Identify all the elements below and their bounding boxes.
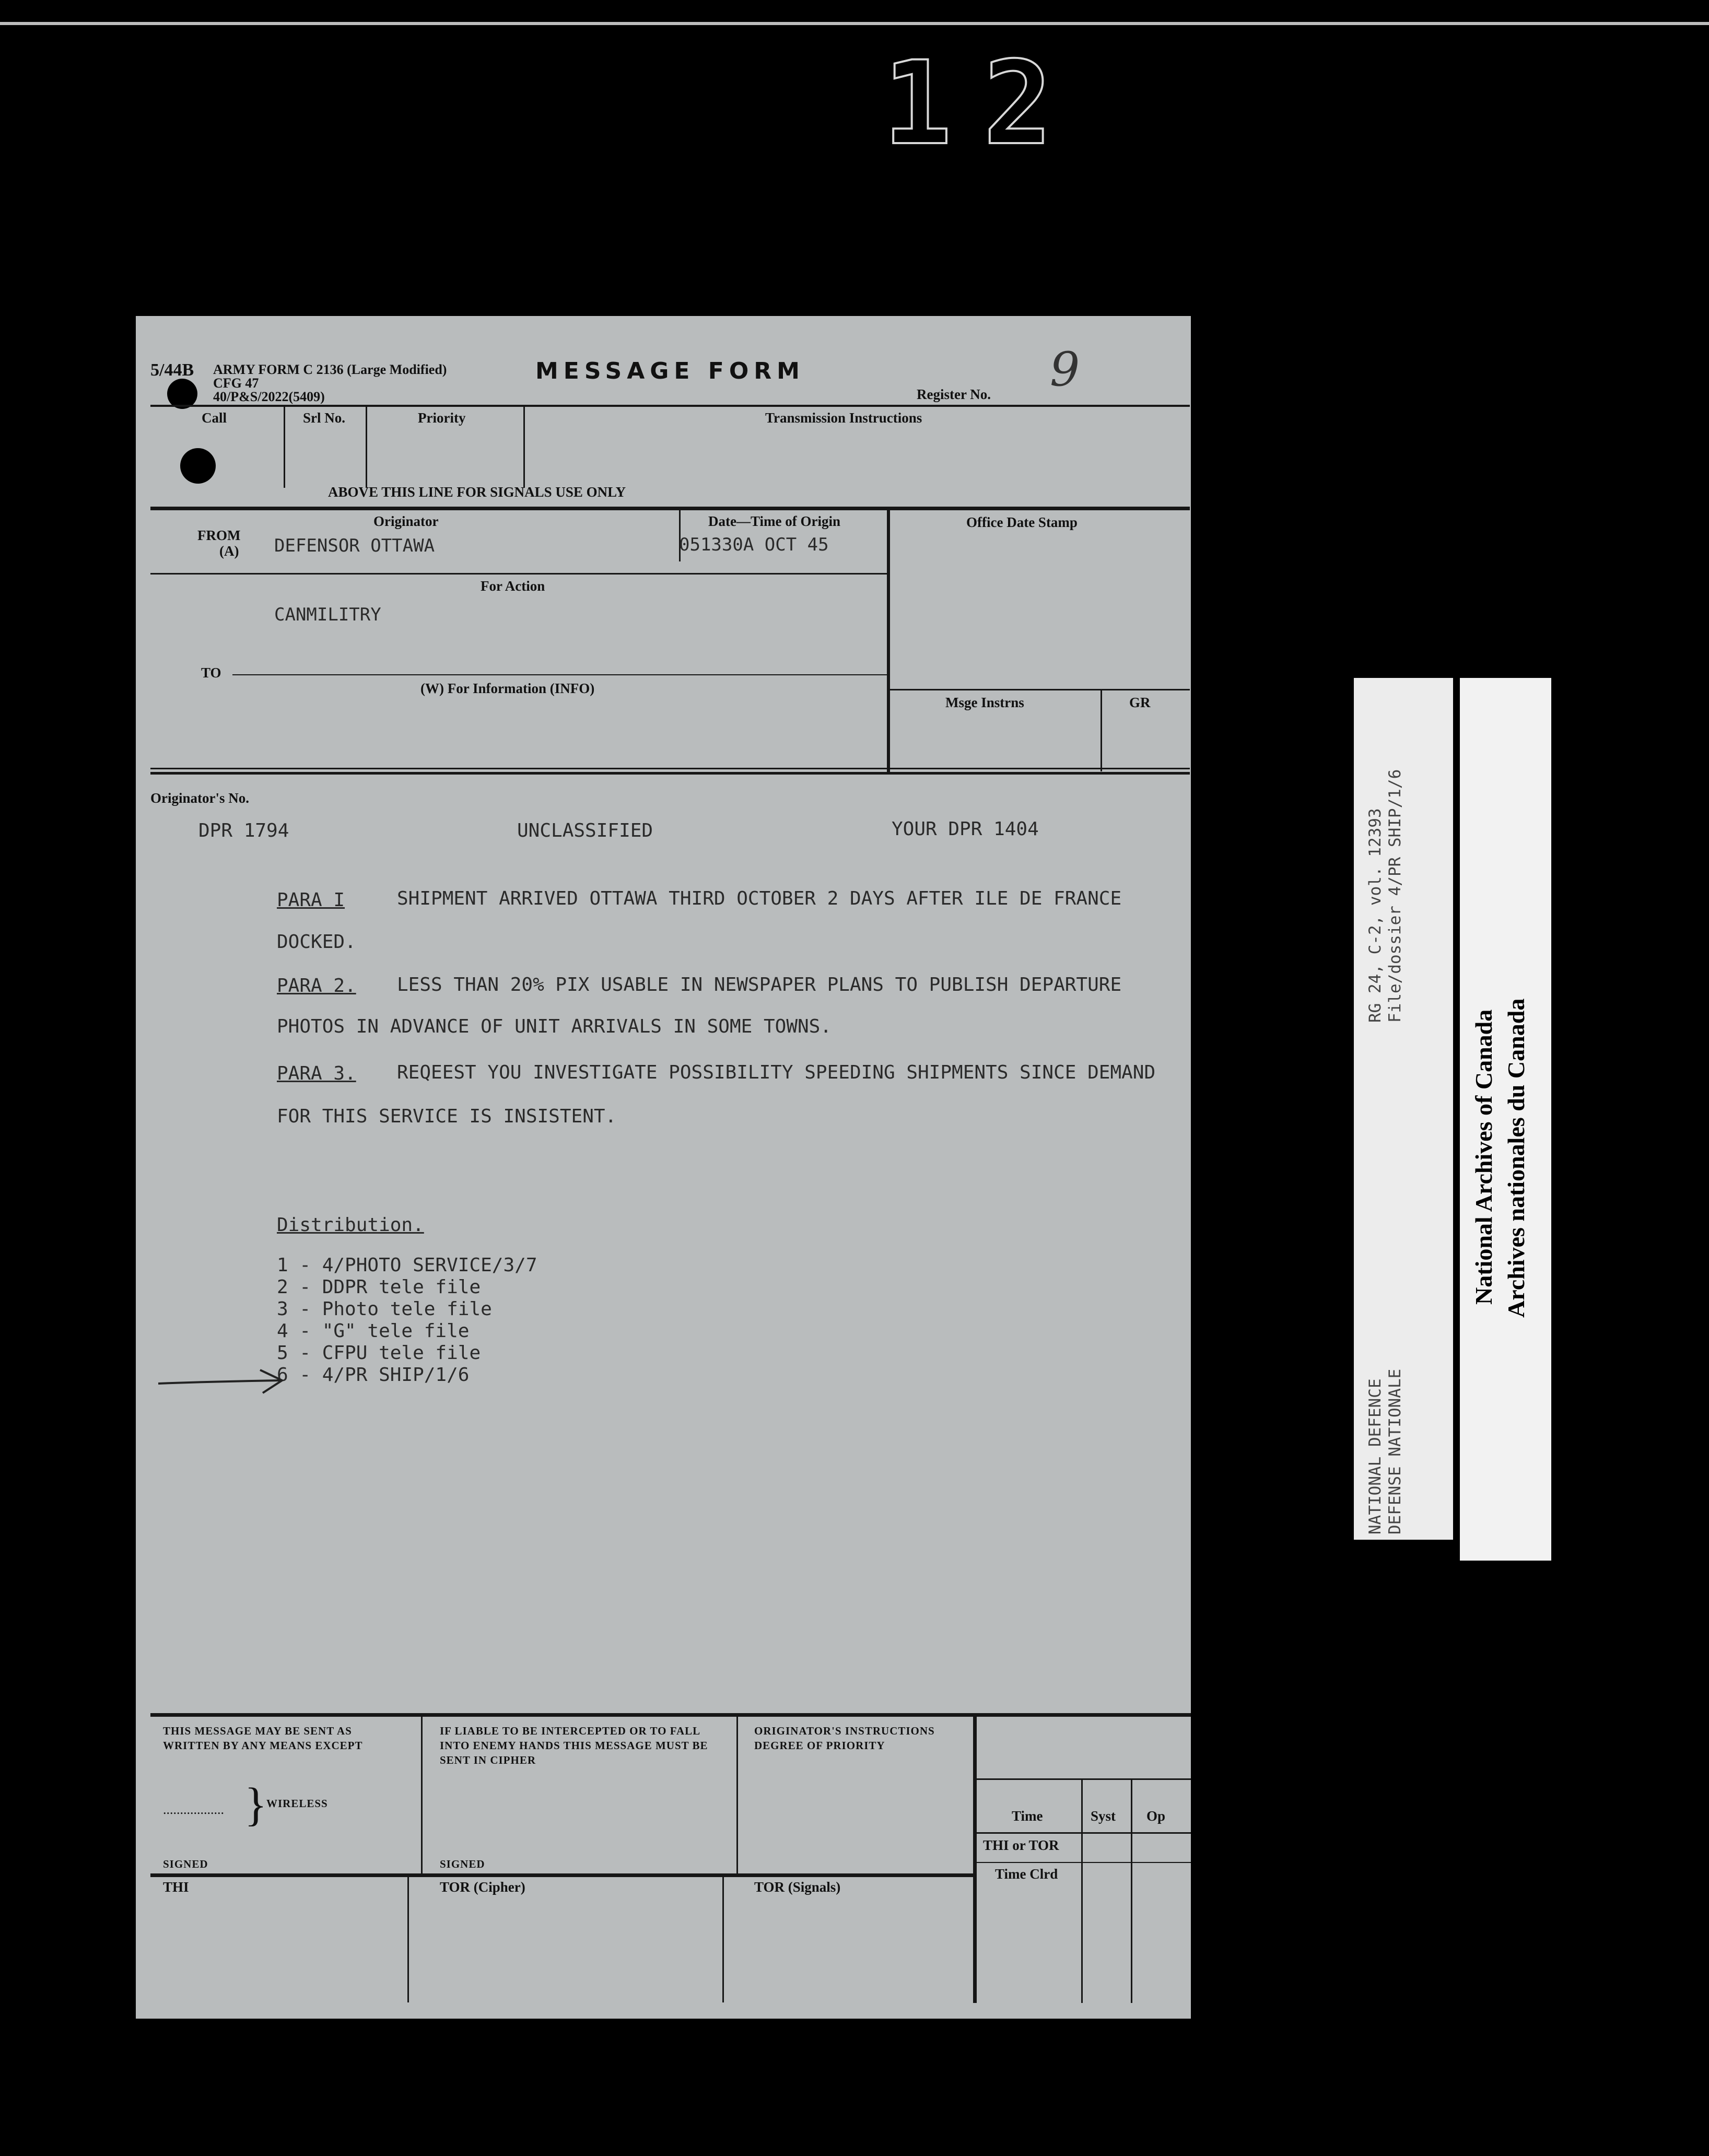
to-label: TO [201,665,221,681]
originator-number: DPR 1794 [198,820,289,841]
tor-signals-label: TOR (Signals) [754,1879,841,1895]
para1-line2: DOCKED. [277,931,356,953]
sent-as-written-note: THIS MESSAGE MAY BE SENT AS WRITTEN BY ANY MEANS EXCEPT [163,1725,363,1752]
signed-left-label: SIGNED [163,1858,208,1870]
print-ref: 40/P&S/2022(5409) [213,389,325,404]
department-line1: NATIONAL DEFENCE [1366,1378,1385,1534]
signed-mid-label: SIGNED [440,1858,485,1870]
punch-hole [180,448,216,484]
thi-or-tor-label: THI or TOR [983,1837,1059,1853]
srl-no-label: Srl No. [303,410,345,426]
register-label: Register No. [917,386,991,402]
signals-note: ABOVE THIS LINE FOR SIGNALS USE ONLY [328,484,626,500]
national-archives-fr: Archives nationales du Canada [1503,998,1529,1318]
wireless-blank: .................. [163,1802,224,1817]
department-line2: DEFENSE NATIONALE [1386,1368,1404,1534]
archive-ref-line2: File/dossier 4/PR SHIP/1/6 [1386,769,1404,1023]
para1-line1: SHIPMENT ARRIVED OTTAWA THIRD OCTOBER 2 DAYS AFTER ILE DE FRANCE [397,888,1122,909]
wireless-label: WIRELESS [266,1797,328,1810]
from-label: FROM [197,528,241,543]
from-sub-label: (A) [219,543,239,559]
your-reference: YOUR DPR 1404 [892,818,1039,840]
para2-label: PARA 2. [277,975,356,997]
thi-label: THI [163,1879,189,1895]
distribution-item: 3 - Photo tele file [277,1298,492,1320]
para3-label: PARA 3. [277,1063,356,1084]
for-action-label: For Action [481,578,545,594]
para3-line1: REQEEST YOU INVESTIGATE POSSIBILITY SPEEDING SHIPMENTS SINCE DEMAND [397,1062,1156,1083]
frame-number: 12 [883,37,1084,170]
handwritten-arrow-icon [156,1366,286,1397]
para1-label: PARA I [277,889,345,911]
message-form-sheet [136,316,1191,2019]
call-label: Call [202,410,227,426]
op-label: Op [1146,1808,1166,1824]
archive-ref-line1: RG 24, C-2, vol. 12393 [1366,808,1385,1023]
distribution-label: Distribution. [277,1214,424,1236]
wireless-brace: } [244,1779,267,1831]
for-info-label: (W) For Information (INFO) [420,681,595,696]
classification: UNCLASSIFIED [517,820,653,841]
distribution-item: 2 - DDPR tele file [277,1276,481,1298]
tor-cipher-label: TOR (Cipher) [440,1879,525,1895]
para2-line2: PHOTOS IN ADVANCE OF UNIT ARRIVALS IN SOME TOWNS. [277,1016,832,1037]
archive-label-strip [1460,678,1551,1561]
originator-label: Originator [373,513,439,529]
cfg-label: CFG 47 [213,376,259,391]
office-stamp-label: Office Date Stamp [966,514,1078,530]
distribution-item: 5 - CFPU tele file [277,1342,481,1364]
cipher-note: IF LIABLE TO BE INTERCEPTED OR TO FALL INTO ENEMY HANDS THIS MESSAGE MUST BE SENT IN CIPHER [440,1725,708,1766]
para3-line2: FOR THIS SERVICE IS INSISTENT. [277,1106,617,1127]
film-top-edge [0,22,1709,25]
for-action-value: CANMILITRY [274,604,381,625]
form-title: MESSAGE FORM [535,358,805,384]
originator-instructions-label: ORIGINATOR'S INSTRUCTIONS DEGREE OF PRIORITY [754,1725,935,1752]
dto-value: 051330A OCT 45 [679,534,829,555]
originators-no-label: Originator's No. [150,790,249,806]
distribution-item: 4 - "G" tele file [277,1320,470,1342]
distribution-item: 6 - 4/PR SHIP/1/6 [277,1364,470,1386]
time-clrd-label: Time Clrd [995,1866,1058,1882]
transmission-label: Transmission Instructions [765,410,922,426]
dto-label: Date—Time of Origin [708,513,840,529]
register-number: 9 [1050,342,1080,397]
msge-instrns-label: Msge Instrns [945,695,1024,710]
distribution-item: 1 - 4/PHOTO SERVICE/3/7 [277,1255,537,1276]
army-form-label: ARMY FORM C 2136 (Large Modified) [213,362,447,377]
syst-label: Syst [1091,1808,1116,1824]
national-archives-en: National Archives of Canada [1470,1009,1497,1305]
priority-label: Priority [418,410,466,426]
originator-value: DEFENSOR OTTAWA [274,535,435,556]
gr-label: GR [1129,695,1151,710]
form-code: 5/44B [150,360,194,380]
archive-reference-strip [1354,678,1453,1540]
time-label: Time [1012,1808,1043,1824]
para2-line1: LESS THAN 20% PIX USABLE IN NEWSPAPER PLANS TO PUBLISH DEPARTURE [397,974,1122,995]
